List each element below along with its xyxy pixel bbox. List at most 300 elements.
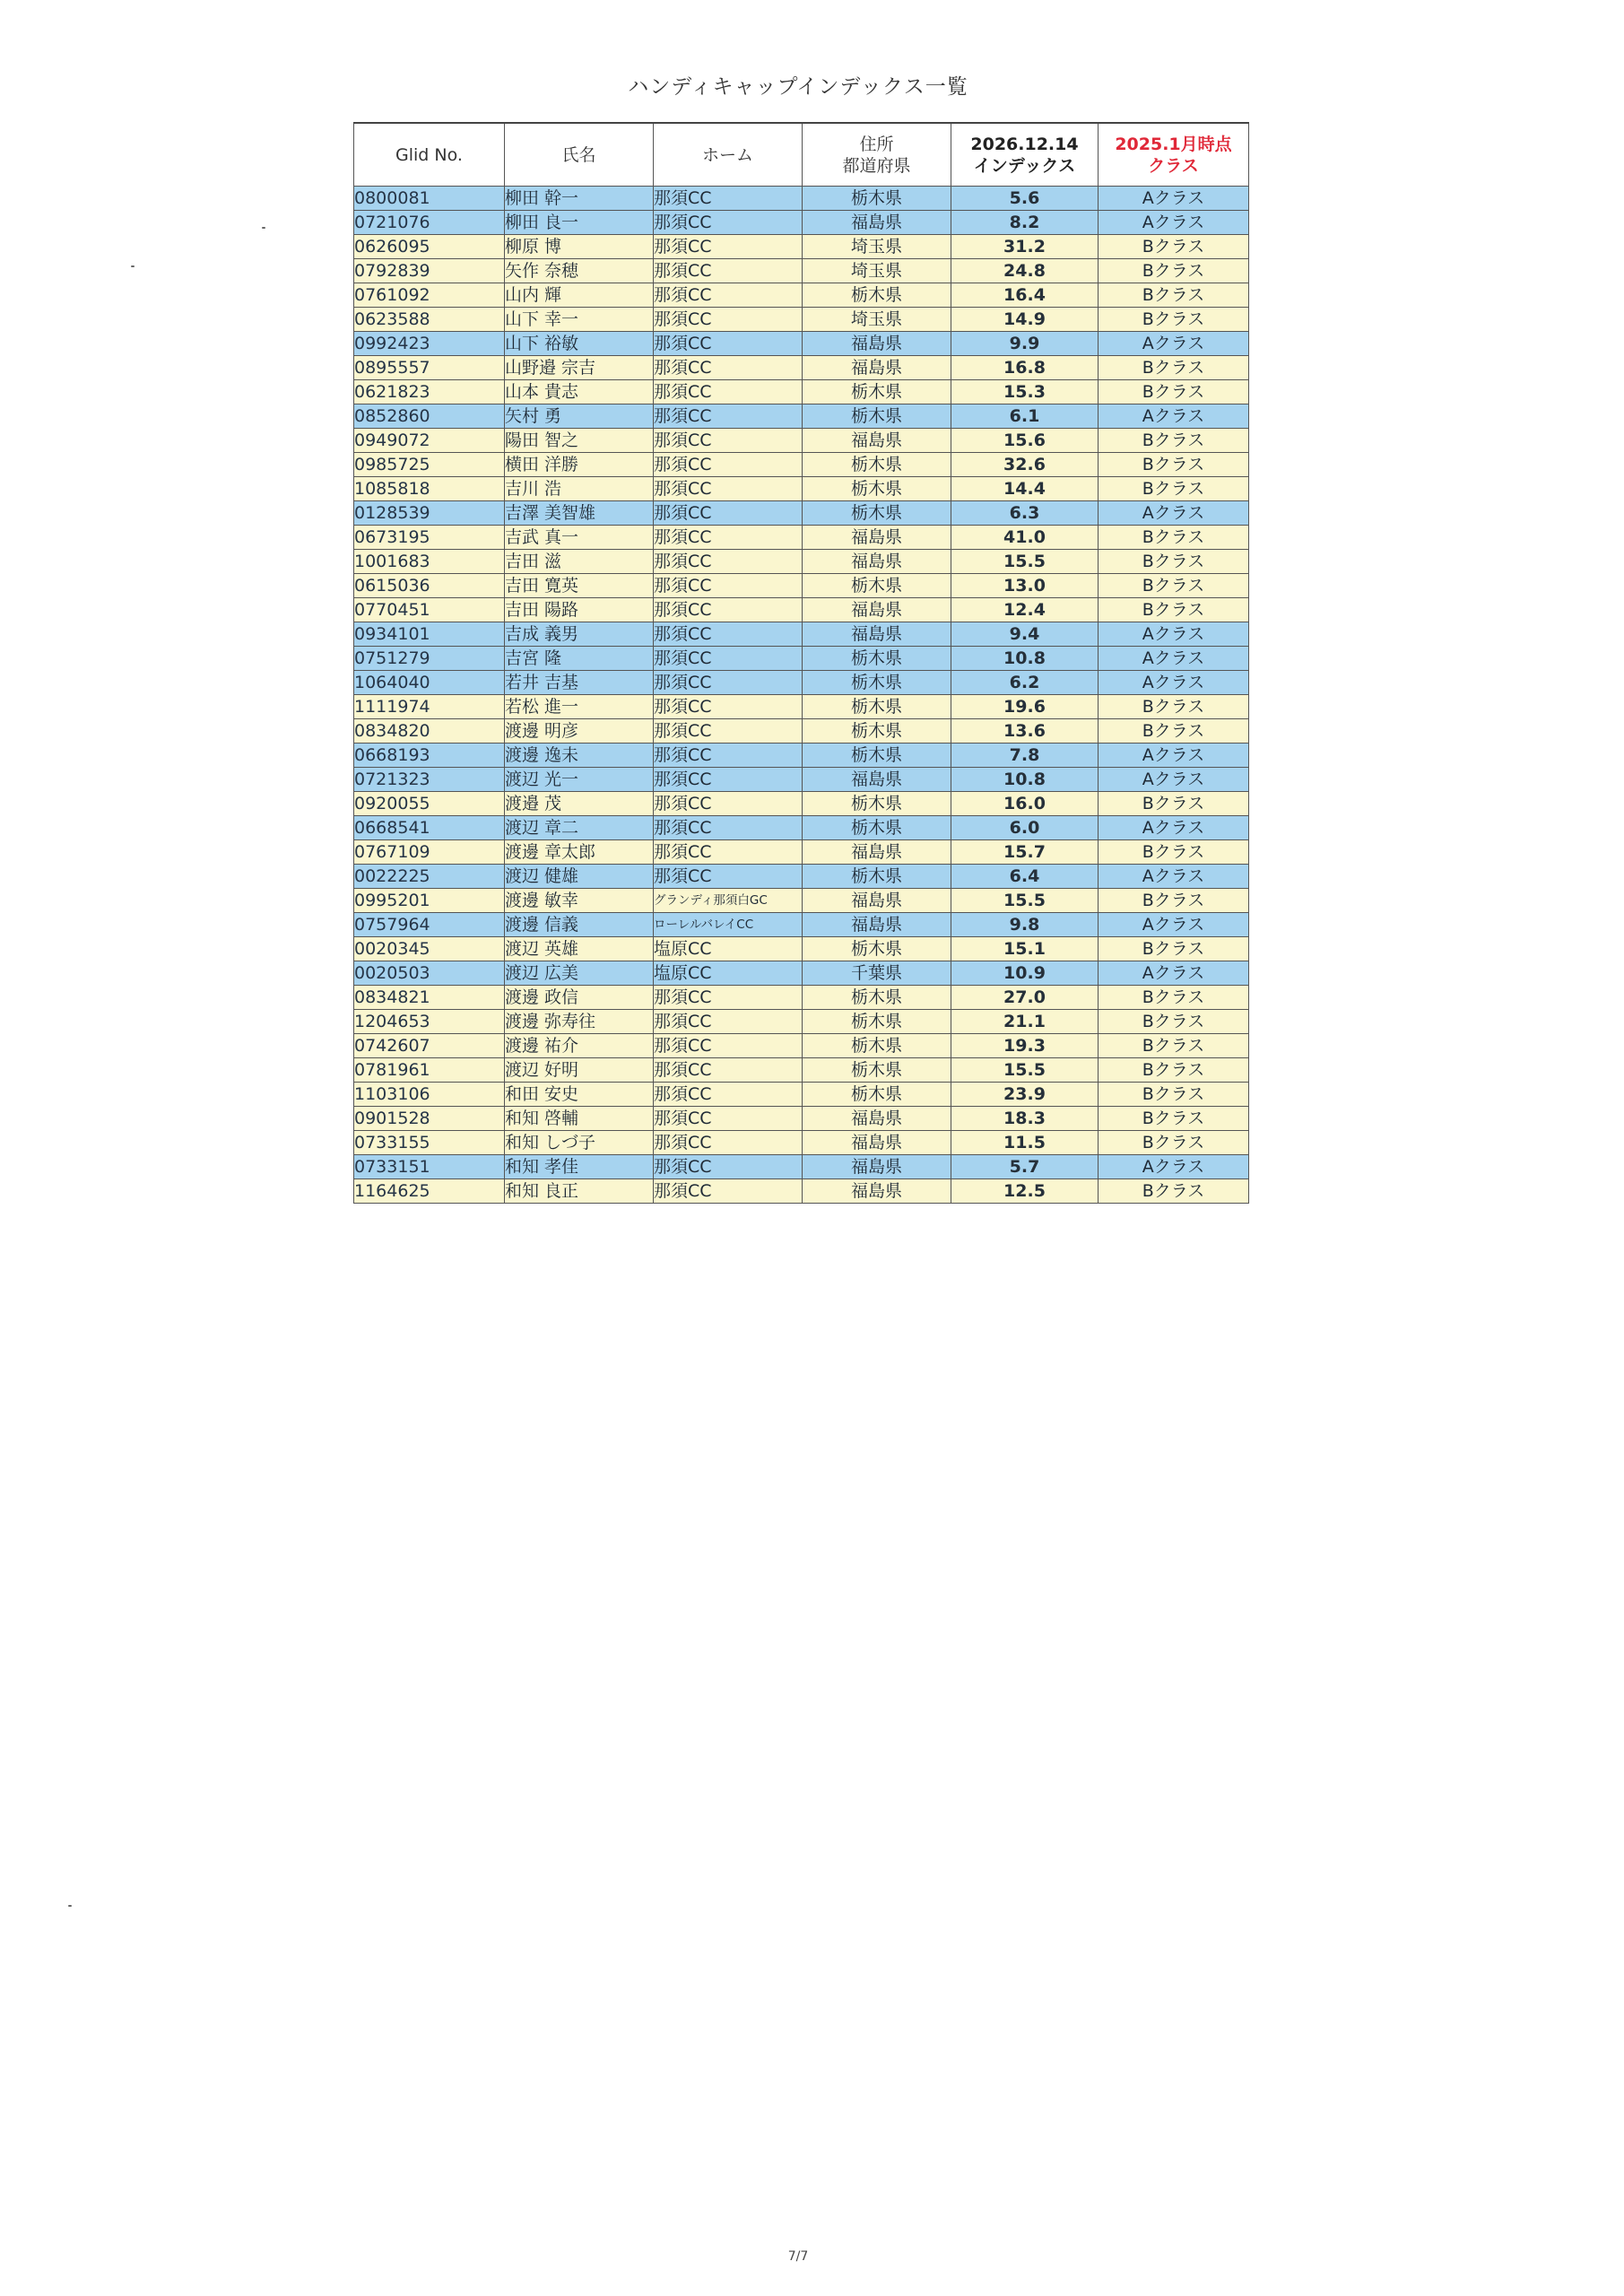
index-cell: 14.9 <box>951 308 1099 332</box>
name-cell: 渡邊 弥寿往 <box>505 1010 654 1034</box>
home-cell: 那須CC <box>654 744 803 768</box>
name-cell: 山内 輝 <box>505 283 654 308</box>
table-row <box>354 550 1249 574</box>
table-row <box>354 792 1249 816</box>
table-row <box>354 429 1249 453</box>
home-cell: 那須CC <box>654 1107 803 1131</box>
glid-cell: 1103106 <box>354 1083 505 1107</box>
class-cell: Bクラス <box>1099 429 1249 453</box>
table-row <box>354 744 1249 768</box>
table-row <box>354 574 1249 598</box>
table-row <box>354 526 1249 550</box>
glid-cell: 0668193 <box>354 744 505 768</box>
home-cell: 那須CC <box>654 404 803 429</box>
class-cell: Aクラス <box>1099 187 1249 211</box>
index-cell: 31.2 <box>951 235 1099 259</box>
home-cell: 塩原CC <box>654 937 803 961</box>
home-cell: 那須CC <box>654 308 803 332</box>
class-cell: Bクラス <box>1099 308 1249 332</box>
prefecture-cell: 福島県 <box>803 211 951 235</box>
table-row <box>354 937 1249 961</box>
glid-cell: 0626095 <box>354 235 505 259</box>
glid-cell: 0721076 <box>354 211 505 235</box>
index-cell: 15.5 <box>951 889 1099 913</box>
glid-cell: 0949072 <box>354 429 505 453</box>
glid-cell: 0721323 <box>354 768 505 792</box>
prefecture-cell: 千葉県 <box>803 961 951 986</box>
prefecture-cell: 栃木県 <box>803 187 951 211</box>
home-cell: 那須CC <box>654 1179 803 1204</box>
glid-cell: 0792839 <box>354 259 505 283</box>
prefecture-cell: 栃木県 <box>803 574 951 598</box>
class-cell: Bクラス <box>1099 792 1249 816</box>
name-cell: 柳田 良一 <box>505 211 654 235</box>
home-cell: 那須CC <box>654 647 803 671</box>
home-cell: 那須CC <box>654 453 803 477</box>
home-cell: 那須CC <box>654 768 803 792</box>
name-cell: 渡邊 信義 <box>505 913 654 937</box>
glid-cell: 1064040 <box>354 671 505 695</box>
home-cell: 那須CC <box>654 1131 803 1155</box>
class-cell: Bクラス <box>1099 840 1249 865</box>
header-class: 2025.1月時点 クラス <box>1099 123 1249 187</box>
page-title: ハンディキャップインデックス一覧 <box>628 75 968 99</box>
prefecture-cell: 福島県 <box>803 429 951 453</box>
class-cell: Bクラス <box>1099 889 1249 913</box>
class-cell: Bクラス <box>1099 1131 1249 1155</box>
name-cell: 山本 貴志 <box>505 380 654 404</box>
name-cell: 渡邊 章太郎 <box>505 840 654 865</box>
name-cell: 柳原 博 <box>505 235 654 259</box>
class-cell: Bクラス <box>1099 550 1249 574</box>
class-cell: Bクラス <box>1099 574 1249 598</box>
index-cell: 10.9 <box>951 961 1099 986</box>
name-cell: 渡辺 英雄 <box>505 937 654 961</box>
prefecture-cell: 栃木県 <box>803 380 951 404</box>
prefecture-cell: 栃木県 <box>803 671 951 695</box>
table-row <box>354 1010 1249 1034</box>
class-cell: Bクラス <box>1099 1179 1249 1204</box>
home-cell: 那須CC <box>654 865 803 889</box>
table-row <box>354 259 1249 283</box>
class-cell: Aクラス <box>1099 961 1249 986</box>
table-row <box>354 695 1249 719</box>
glid-cell: 0623588 <box>354 308 505 332</box>
table-header-row <box>354 123 1249 187</box>
class-cell: Bクラス <box>1099 1010 1249 1034</box>
table-row <box>354 913 1249 937</box>
header-name: 氏名 <box>505 123 654 187</box>
class-cell: Aクラス <box>1099 501 1249 526</box>
prefecture-cell: 栃木県 <box>803 477 951 501</box>
home-cell: 那須CC <box>654 816 803 840</box>
prefecture-cell: 栃木県 <box>803 792 951 816</box>
glid-cell: 0992423 <box>354 332 505 356</box>
home-cell: ローレルバレイCC <box>654 913 803 937</box>
table-row <box>354 1083 1249 1107</box>
glid-cell: 1085818 <box>354 477 505 501</box>
name-cell: 若井 吉基 <box>505 671 654 695</box>
class-cell: Bクラス <box>1099 1083 1249 1107</box>
glid-cell: 0621823 <box>354 380 505 404</box>
home-cell: 那須CC <box>654 429 803 453</box>
class-cell: Bクラス <box>1099 1107 1249 1131</box>
index-cell: 15.6 <box>951 429 1099 453</box>
header-home: ホーム <box>654 123 803 187</box>
class-cell: Bクラス <box>1099 477 1249 501</box>
class-cell: Bクラス <box>1099 598 1249 622</box>
page-number: 7/7 <box>787 2249 809 2264</box>
table-row <box>354 865 1249 889</box>
prefecture-cell: 栃木県 <box>803 1010 951 1034</box>
glid-cell: 1111974 <box>354 695 505 719</box>
home-cell: 那須CC <box>654 501 803 526</box>
class-cell: Aクラス <box>1099 332 1249 356</box>
index-cell: 7.8 <box>951 744 1099 768</box>
glid-cell: 0770451 <box>354 598 505 622</box>
index-cell: 6.0 <box>951 816 1099 840</box>
table-row <box>354 719 1249 744</box>
glid-cell: 0673195 <box>354 526 505 550</box>
name-cell: 若松 進一 <box>505 695 654 719</box>
class-cell: Bクラス <box>1099 719 1249 744</box>
index-cell: 27.0 <box>951 986 1099 1010</box>
name-cell: 陽田 智之 <box>505 429 654 453</box>
prefecture-cell: 福島県 <box>803 768 951 792</box>
prefecture-cell: 栃木県 <box>803 647 951 671</box>
table-row <box>354 211 1249 235</box>
index-cell: 19.3 <box>951 1034 1099 1058</box>
prefecture-cell: 栃木県 <box>803 719 951 744</box>
home-cell: 那須CC <box>654 1058 803 1083</box>
index-cell: 12.4 <box>951 598 1099 622</box>
name-cell: 吉武 真一 <box>505 526 654 550</box>
home-cell: 那須CC <box>654 574 803 598</box>
table-row <box>354 501 1249 526</box>
index-cell: 15.1 <box>951 937 1099 961</box>
prefecture-cell: 福島県 <box>803 332 951 356</box>
table-row <box>354 477 1249 501</box>
table-row <box>354 671 1249 695</box>
index-cell: 15.7 <box>951 840 1099 865</box>
glid-cell: 0751279 <box>354 647 505 671</box>
table-row <box>354 1131 1249 1155</box>
name-cell: 山野邉 宗吉 <box>505 356 654 380</box>
prefecture-cell: 福島県 <box>803 356 951 380</box>
index-cell: 12.5 <box>951 1179 1099 1204</box>
table-row <box>354 768 1249 792</box>
index-cell: 13.6 <box>951 719 1099 744</box>
home-cell: 那須CC <box>654 259 803 283</box>
prefecture-cell: 埼玉県 <box>803 308 951 332</box>
header-prefecture: 住所 都道府県 <box>803 123 951 187</box>
class-cell: Aクラス <box>1099 816 1249 840</box>
table-row <box>354 647 1249 671</box>
prefecture-cell: 栃木県 <box>803 865 951 889</box>
prefecture-cell: 福島県 <box>803 622 951 647</box>
class-cell: Aクラス <box>1099 744 1249 768</box>
prefecture-cell: 福島県 <box>803 526 951 550</box>
glid-cell: 1164625 <box>354 1179 505 1204</box>
scan-speck <box>131 265 135 267</box>
name-cell: 山下 幸一 <box>505 308 654 332</box>
index-cell: 5.6 <box>951 187 1099 211</box>
prefecture-cell: 栃木県 <box>803 816 951 840</box>
name-cell: 渡邉 茂 <box>505 792 654 816</box>
name-cell: 渡辺 好明 <box>505 1058 654 1083</box>
prefecture-cell: 栃木県 <box>803 283 951 308</box>
glid-cell: 1001683 <box>354 550 505 574</box>
table-row <box>354 187 1249 211</box>
name-cell: 吉田 滋 <box>505 550 654 574</box>
index-cell: 16.0 <box>951 792 1099 816</box>
home-cell: 那須CC <box>654 1010 803 1034</box>
home-cell: 那須CC <box>654 356 803 380</box>
table-row <box>354 889 1249 913</box>
home-cell: グランディ那須白GC <box>654 889 803 913</box>
name-cell: 柳田 幹一 <box>505 187 654 211</box>
table-row <box>354 453 1249 477</box>
prefecture-cell: 福島県 <box>803 840 951 865</box>
glid-cell: 0995201 <box>354 889 505 913</box>
home-cell: 那須CC <box>654 235 803 259</box>
home-cell: 那須CC <box>654 792 803 816</box>
glid-cell: 0901528 <box>354 1107 505 1131</box>
scan-speck <box>68 1905 72 1907</box>
glid-cell: 0020345 <box>354 937 505 961</box>
table-row <box>354 1034 1249 1058</box>
name-cell: 和知 しづ子 <box>505 1131 654 1155</box>
class-cell: Aクラス <box>1099 671 1249 695</box>
index-cell: 23.9 <box>951 1083 1099 1107</box>
class-cell: Bクラス <box>1099 986 1249 1010</box>
class-cell: Bクラス <box>1099 695 1249 719</box>
prefecture-cell: 栃木県 <box>803 986 951 1010</box>
table-body <box>354 187 1249 1204</box>
class-cell: Aクラス <box>1099 404 1249 429</box>
name-cell: 吉宮 隆 <box>505 647 654 671</box>
home-cell: 那須CC <box>654 1034 803 1058</box>
glid-cell: 0934101 <box>354 622 505 647</box>
class-cell: Aクラス <box>1099 1155 1249 1179</box>
index-cell: 9.4 <box>951 622 1099 647</box>
name-cell: 渡辺 広美 <box>505 961 654 986</box>
prefecture-cell: 栃木県 <box>803 501 951 526</box>
home-cell: 那須CC <box>654 526 803 550</box>
prefecture-cell: 埼玉県 <box>803 235 951 259</box>
class-cell: Bクラス <box>1099 356 1249 380</box>
prefecture-cell: 栃木県 <box>803 1034 951 1058</box>
name-cell: 矢作 奈穂 <box>505 259 654 283</box>
glid-cell: 0128539 <box>354 501 505 526</box>
glid-cell: 0615036 <box>354 574 505 598</box>
class-cell: Bクラス <box>1099 1034 1249 1058</box>
home-cell: 那須CC <box>654 986 803 1010</box>
class-cell: Bクラス <box>1099 1058 1249 1083</box>
home-cell: 那須CC <box>654 1083 803 1107</box>
home-cell: 那須CC <box>654 598 803 622</box>
glid-cell: 0920055 <box>354 792 505 816</box>
home-cell: 那須CC <box>654 1155 803 1179</box>
table-row <box>354 986 1249 1010</box>
prefecture-cell: 栃木県 <box>803 1083 951 1107</box>
home-cell: 那須CC <box>654 550 803 574</box>
name-cell: 和知 孝佳 <box>505 1155 654 1179</box>
glid-cell: 0834820 <box>354 719 505 744</box>
name-cell: 和田 安史 <box>505 1083 654 1107</box>
glid-cell: 0985725 <box>354 453 505 477</box>
class-cell: Aクラス <box>1099 913 1249 937</box>
index-cell: 15.5 <box>951 1058 1099 1083</box>
header-index: 2026.12.14 インデックス <box>951 123 1099 187</box>
name-cell: 吉田 陽路 <box>505 598 654 622</box>
class-cell: Bクラス <box>1099 235 1249 259</box>
glid-cell: 0852860 <box>354 404 505 429</box>
index-cell: 6.1 <box>951 404 1099 429</box>
index-cell: 16.4 <box>951 283 1099 308</box>
index-cell: 6.2 <box>951 671 1099 695</box>
home-cell: 那須CC <box>654 211 803 235</box>
table-row <box>354 332 1249 356</box>
name-cell: 矢村 勇 <box>505 404 654 429</box>
home-cell: 那須CC <box>654 695 803 719</box>
header-glid: Glid No. <box>354 123 505 187</box>
index-cell: 6.4 <box>951 865 1099 889</box>
home-cell: 那須CC <box>654 671 803 695</box>
prefecture-cell: 栃木県 <box>803 937 951 961</box>
name-cell: 渡邊 明彦 <box>505 719 654 744</box>
glid-cell: 0668541 <box>354 816 505 840</box>
handicap-index-table <box>353 122 1249 1204</box>
home-cell: 那須CC <box>654 283 803 308</box>
table-row <box>354 622 1249 647</box>
class-cell: Bクラス <box>1099 453 1249 477</box>
glid-cell: 0800081 <box>354 187 505 211</box>
index-cell: 41.0 <box>951 526 1099 550</box>
class-cell: Aクラス <box>1099 647 1249 671</box>
prefecture-cell: 栃木県 <box>803 404 951 429</box>
table-row <box>354 356 1249 380</box>
table-row <box>354 961 1249 986</box>
glid-cell: 0895557 <box>354 356 505 380</box>
home-cell: 那須CC <box>654 719 803 744</box>
index-cell: 10.8 <box>951 768 1099 792</box>
prefecture-cell: 福島県 <box>803 598 951 622</box>
name-cell: 吉成 義男 <box>505 622 654 647</box>
name-cell: 横田 洋勝 <box>505 453 654 477</box>
home-cell: 那須CC <box>654 332 803 356</box>
home-cell: 那須CC <box>654 477 803 501</box>
table-row <box>354 1179 1249 1204</box>
index-cell: 9.9 <box>951 332 1099 356</box>
home-cell: 那須CC <box>654 187 803 211</box>
index-cell: 16.8 <box>951 356 1099 380</box>
table-row <box>354 308 1249 332</box>
index-cell: 32.6 <box>951 453 1099 477</box>
class-cell: Bクラス <box>1099 380 1249 404</box>
name-cell: 渡辺 健雄 <box>505 865 654 889</box>
name-cell: 渡辺 光一 <box>505 768 654 792</box>
name-cell: 和知 良正 <box>505 1179 654 1204</box>
table-row <box>354 1107 1249 1131</box>
class-cell: Bクラス <box>1099 259 1249 283</box>
class-cell: Aクラス <box>1099 865 1249 889</box>
table-row <box>354 380 1249 404</box>
index-cell: 14.4 <box>951 477 1099 501</box>
prefecture-cell: 福島県 <box>803 550 951 574</box>
class-cell: Bクラス <box>1099 526 1249 550</box>
prefecture-cell: 栃木県 <box>803 695 951 719</box>
glid-cell: 0742607 <box>354 1034 505 1058</box>
name-cell: 渡邊 政信 <box>505 986 654 1010</box>
index-cell: 5.7 <box>951 1155 1099 1179</box>
scan-speck <box>262 227 265 229</box>
index-cell: 9.8 <box>951 913 1099 937</box>
glid-cell: 0733151 <box>354 1155 505 1179</box>
name-cell: 吉川 浩 <box>505 477 654 501</box>
index-cell: 15.5 <box>951 550 1099 574</box>
prefecture-cell: 栃木県 <box>803 744 951 768</box>
prefecture-cell: 福島県 <box>803 1107 951 1131</box>
prefecture-cell: 福島県 <box>803 1155 951 1179</box>
index-cell: 19.6 <box>951 695 1099 719</box>
name-cell: 吉澤 美智雄 <box>505 501 654 526</box>
name-cell: 山下 裕敏 <box>505 332 654 356</box>
name-cell: 渡邊 祐介 <box>505 1034 654 1058</box>
glid-cell: 0767109 <box>354 840 505 865</box>
index-cell: 13.0 <box>951 574 1099 598</box>
class-cell: Aクラス <box>1099 211 1249 235</box>
class-cell: Aクラス <box>1099 768 1249 792</box>
prefecture-cell: 福島県 <box>803 1131 951 1155</box>
glid-cell: 0781961 <box>354 1058 505 1083</box>
name-cell: 吉田 寛英 <box>505 574 654 598</box>
glid-cell: 0834821 <box>354 986 505 1010</box>
name-cell: 渡邊 敏幸 <box>505 889 654 913</box>
table-row <box>354 840 1249 865</box>
home-cell: 那須CC <box>654 622 803 647</box>
index-cell: 10.8 <box>951 647 1099 671</box>
index-cell: 11.5 <box>951 1131 1099 1155</box>
table-row <box>354 816 1249 840</box>
name-cell: 和知 啓輔 <box>505 1107 654 1131</box>
home-cell: 塩原CC <box>654 961 803 986</box>
glid-cell: 0733155 <box>354 1131 505 1155</box>
glid-cell: 0757964 <box>354 913 505 937</box>
glid-cell: 0022225 <box>354 865 505 889</box>
glid-cell: 1204653 <box>354 1010 505 1034</box>
class-cell: Aクラス <box>1099 622 1249 647</box>
home-cell: 那須CC <box>654 840 803 865</box>
class-cell: Bクラス <box>1099 937 1249 961</box>
prefecture-cell: 埼玉県 <box>803 259 951 283</box>
index-cell: 6.3 <box>951 501 1099 526</box>
table-row <box>354 598 1249 622</box>
index-cell: 15.3 <box>951 380 1099 404</box>
table-row <box>354 283 1249 308</box>
prefecture-cell: 福島県 <box>803 1179 951 1204</box>
home-cell: 那須CC <box>654 380 803 404</box>
index-cell: 24.8 <box>951 259 1099 283</box>
table-row <box>354 404 1249 429</box>
prefecture-cell: 福島県 <box>803 889 951 913</box>
glid-cell: 0020503 <box>354 961 505 986</box>
table-row <box>354 1155 1249 1179</box>
name-cell: 渡辺 章二 <box>505 816 654 840</box>
index-cell: 18.3 <box>951 1107 1099 1131</box>
table-row <box>354 1058 1249 1083</box>
prefecture-cell: 栃木県 <box>803 1058 951 1083</box>
